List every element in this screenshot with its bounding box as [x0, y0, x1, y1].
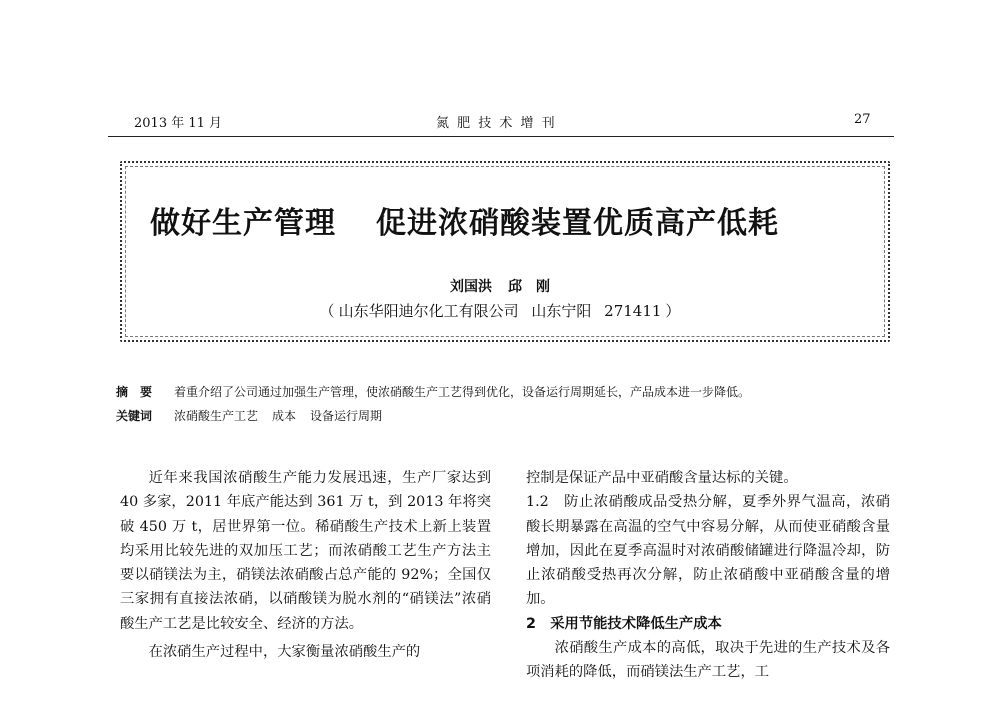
section-heading: 2 采用节能技术降低生产成本 — [526, 615, 722, 632]
paragraph: 浓硝酸生产成本的高低，取决于先进的生产技术及各项消耗的降低，而硝镁法生产工艺，工 — [526, 640, 890, 681]
paragraph: 近年来我国浓硝酸生产能力发展迅速，生产厂家达到 40 多家，2011 年底产能达到 361 万 t，到 2013 年将突破 450 万 t，居世界第一位。稀硝酸生产技术上新上装置均采用比较先进的双加压工艺；而浓硝酸工艺生产方法主要以硝镁法为主，硝镁法浓硝酸占总产能的 92%；全国仅三家拥有直接法浓硝，以硝酸镁为脱水剂的“硝镁法”浓硝酸生产工艺是比较安全、经济的方法。 — [120, 470, 491, 632]
affiliation — [0, 300, 1000, 321]
title-part-1: 做好生产管理 — [150, 206, 336, 241]
affiliation-postcode: 271411 — [604, 302, 662, 320]
affiliation-org: 山东华阳迪尔化工有限公司 — [338, 302, 519, 320]
paragraph: 控制是保证产品中亚硝酸含量达标的关键。 — [526, 470, 798, 486]
body-left-column — [120, 466, 491, 664]
affiliation-close: ） — [665, 302, 681, 320]
page-number: 27 — [854, 112, 871, 127]
affiliation-open: （ — [319, 302, 335, 320]
paragraph: 1.2 防止浓硝酸成品受热分解，夏季外界气温高，浓硝酸长期暴露在高温的空气中容易分解，从而使亚硝酸含量增加，因此在夏季高温时对浓硝酸储罐进行降温冷却，防止浓硝酸受热再次分解，防止浓硝酸中亚硝酸含量的增加。 — [526, 494, 890, 608]
header-journal-name: 氮 肥 技 术 增 刊 — [436, 116, 557, 131]
keyword: 设备运行周期 — [310, 409, 383, 423]
header-rule — [108, 136, 894, 137]
abstract-label: 摘 要 — [116, 385, 153, 399]
keywords-label: 关键词 — [116, 409, 153, 423]
abstract-text: 着重介绍了公司通过加强生产管理，使浓硝酸生产工艺得到优化，设备运行周期延长，产品成本进一步降低。 — [174, 385, 751, 399]
body-right-column — [526, 466, 890, 685]
keyword: 成本 — [272, 409, 297, 423]
author-name: 刘国洪 — [450, 279, 492, 295]
affiliation-city: 山东宁阳 — [531, 302, 592, 320]
title-part-2: 促进浓硝酸装置优质高产低耗 — [376, 206, 779, 241]
author-name: 邱 刚 — [508, 279, 550, 295]
paragraph: 在浓硝生产过程中，大家衡量浓硝酸生产的 — [148, 644, 421, 661]
keywords — [116, 407, 396, 424]
abstract — [116, 383, 750, 400]
header-date: 2013 年 11 月 — [134, 116, 223, 131]
author-list — [0, 276, 1000, 296]
page-title — [150, 198, 856, 242]
keyword: 浓硝酸生产工艺 — [174, 409, 259, 423]
